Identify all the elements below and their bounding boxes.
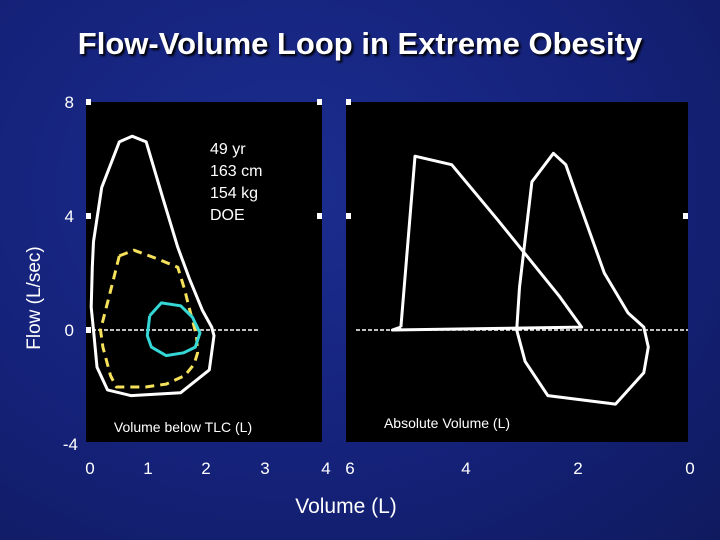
y-axis-label: Flow (L/sec) xyxy=(24,246,45,350)
tick-mark-0 xyxy=(86,327,91,333)
tick-mark-4 xyxy=(86,213,91,219)
x-axis-label: Volume (L) xyxy=(295,495,397,518)
annotation-line: 163 cm xyxy=(210,163,263,180)
y-tick-label: -4 xyxy=(62,435,78,454)
x-tick-label: 2 xyxy=(201,459,211,478)
tick-mark-right-4 xyxy=(317,213,322,219)
x-tick-label: 3 xyxy=(260,459,270,478)
x-tick-label: 4 xyxy=(461,459,471,478)
x-tick-label: 6 xyxy=(345,459,355,478)
tick-mark-rp-8 xyxy=(346,99,351,105)
x-tick-label: 0 xyxy=(85,459,95,478)
right-x-axis-label: Absolute Volume (L) xyxy=(383,415,511,431)
annotation-line: 49 yr xyxy=(210,141,246,158)
left-x-axis-label: Volume below TLC (L) xyxy=(113,419,253,435)
tick-mark-rp-4 xyxy=(346,213,351,219)
y-tick-label: 8 xyxy=(64,93,74,112)
tick-mark-rp-right-4 xyxy=(683,213,688,219)
right-panel xyxy=(346,102,688,442)
x-tick-label: 2 xyxy=(573,459,583,478)
y-tick-label: 4 xyxy=(64,207,74,226)
annotation-line: DOE xyxy=(210,207,245,224)
tick-mark-8 xyxy=(86,99,91,105)
x-tick-label: 4 xyxy=(321,459,331,478)
x-tick-label: 0 xyxy=(685,459,695,478)
left-panel xyxy=(86,102,322,442)
chart-title: Flow-Volume Loop in Extreme Obesity xyxy=(77,26,643,61)
y-tick-label: 0 xyxy=(64,321,74,340)
tick-mark-right-8 xyxy=(317,99,322,105)
x-tick-label: 1 xyxy=(143,459,153,478)
annotation-line: 154 kg xyxy=(210,185,259,202)
